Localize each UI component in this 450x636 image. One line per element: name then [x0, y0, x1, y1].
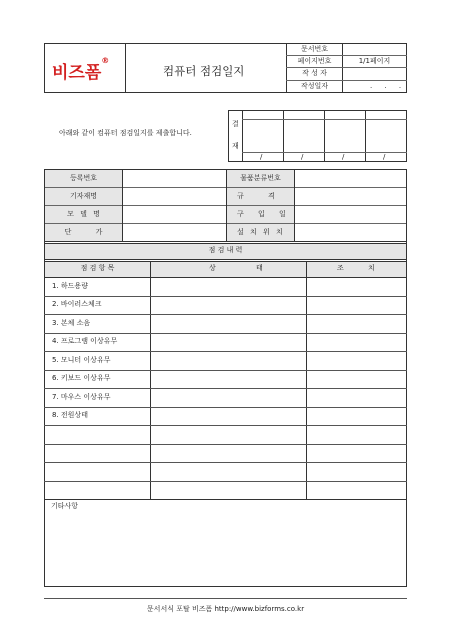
registered-mark: ® — [101, 56, 110, 65]
item-class-number-label: 물품분류번호 — [240, 174, 281, 182]
history-item: 5. 모니터 이상유무 — [52, 356, 111, 364]
history-item: 2. 바이러스체크 — [52, 300, 102, 308]
history-item: 1. 하드용량 — [52, 282, 88, 290]
column-header-item: 점 검 항 목 — [80, 264, 115, 272]
approval-label-bottom: 재 — [232, 142, 239, 150]
history-item: 4. 프로그램 이상유무 — [52, 337, 118, 345]
submission-statement: 아래와 같이 컴퓨터 점검일지를 제출합니다. — [59, 129, 192, 137]
history-section-title: 점 검 내 력 — [208, 246, 243, 254]
bizforms-logo — [52, 58, 109, 83]
logo-text: 비즈폼 — [52, 63, 102, 83]
approval-slash-1: / — [260, 153, 263, 161]
approval-slash-4: / — [383, 153, 386, 161]
author-label: 작 성 자 — [302, 69, 327, 77]
history-item: 8. 전원상태 — [52, 411, 88, 419]
page-number-label: 페이지번호 — [297, 57, 332, 65]
date-value[interactable]: . . . — [370, 82, 407, 90]
purchase-date-label: 구 입 일 — [237, 210, 286, 218]
history-item: 7. 마우스 이상유무 — [52, 393, 111, 401]
column-header-action: 조 치 — [337, 264, 375, 272]
equipment-name-label: 기자재명 — [69, 192, 98, 200]
remarks-label: 기타사항 — [51, 502, 79, 510]
document-title: 컴퓨터 점검일지 — [163, 64, 245, 78]
unit-price-label: 단 가 — [64, 228, 103, 236]
footer-text: 문서서식 포탈 비즈폼 http://www.bizforms.co.kr — [146, 605, 305, 613]
approval-slash-2: / — [301, 153, 304, 161]
page-number-value: 1/1페이지 — [358, 57, 391, 65]
doc-number-label: 문서번호 — [300, 45, 329, 53]
location-label: 설 치 위 치 — [237, 228, 283, 236]
history-item: 3. 본체 소음 — [52, 319, 91, 327]
remarks-field[interactable] — [45, 500, 406, 586]
approval-slash-3: / — [342, 153, 345, 161]
approval-label-top: 결 — [232, 120, 239, 128]
reg-number-label: 등록번호 — [69, 174, 98, 182]
model-name-label: 모 델 명 — [67, 210, 100, 218]
history-item: 6. 키보드 이상유무 — [52, 374, 111, 382]
date-label: 작성일자 — [300, 82, 329, 90]
column-header-status: 상 태 — [209, 264, 263, 272]
spec-label: 규 격 — [237, 192, 275, 200]
